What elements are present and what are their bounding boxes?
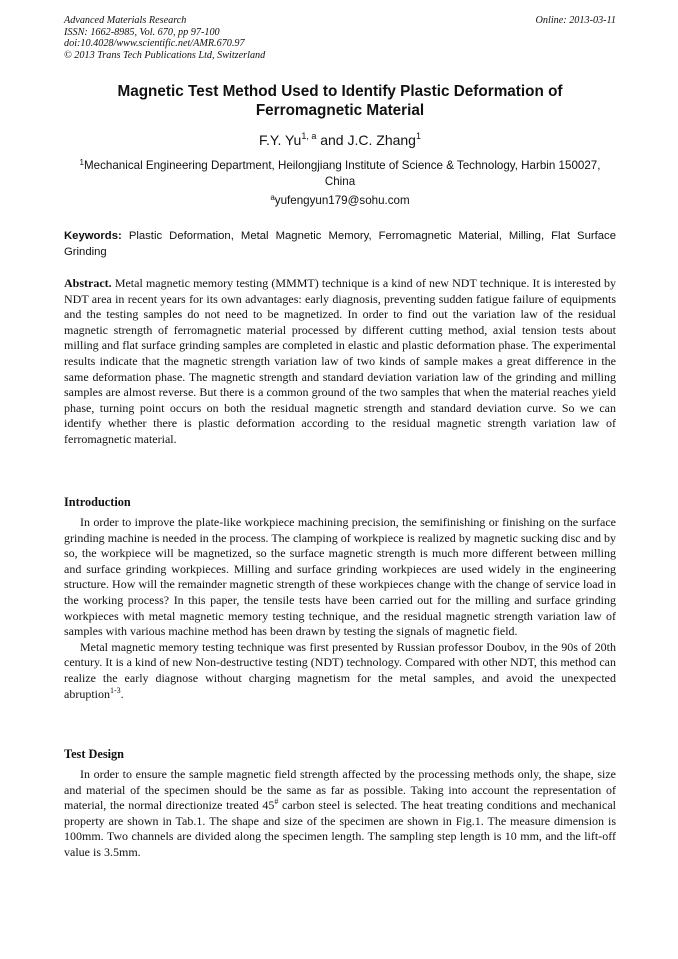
journal-doi: doi:10.4028/www.scientific.net/AMR.670.97	[64, 38, 245, 49]
paragraph	[64, 767, 616, 861]
citation-marker: 1-3	[110, 685, 121, 695]
affiliation	[64, 158, 616, 189]
author-line	[64, 131, 616, 149]
paper-title: Magnetic Test Method Used to Identify Plastic Deformation of Ferromagnetic Material	[117, 83, 563, 119]
journal-name: Advanced Materials Research	[64, 15, 187, 26]
affiliation-text: Mechanical Engineering Department, Heilongjiang Institute of Science & Technology, Harbin 150027, China	[84, 159, 601, 188]
author-affil-marker: 1	[415, 131, 421, 141]
abstract	[64, 276, 616, 448]
abstract-label: Abstract.	[64, 276, 112, 290]
section-heading: Test Design	[64, 747, 125, 761]
paragraph-text: carbon steel is selected. The heat treating conditions and mechanical property are shown in Tab.1. The shape and size of the specimen are shown in Fig.1. The measure dimension is 100mm. Two channels are divided along the specimen length. The sampling step length is 10 mm, and the lift-off value is 3.5mm.	[64, 798, 616, 859]
keywords	[64, 229, 616, 260]
introduction-section	[64, 495, 616, 702]
abstract-text: Metal magnetic memory testing (MMMT) technique is a kind of new NDT technique. It is interested by NDT area in recent years for its own advantages: early diagnosis, preventing sudden fatigue failure of equipments and the testing samples do not need to be magnetized. In order to find out the variation law of the residual magnetic strength of ferromagnetic material processed by different cutting method, axial tension tests about milling and flat surface grinding samples are completed in elastic and plastic deformation phase. The experimental results indicate that the magnetic strength variation law of two kinds of sample makes a great difference in the same deformation phase. The magnetic strength and standard deviation variation law of the grinding and milling samples are almost reverse. But there is a common ground of the two samples that when the material reaches yield phase, turning point occurs on both the residual magnetic strength and standard deviation curve. So we can identify whether there is plastic deformation according to the residual magnetic strength variation law of ferromagnetic material.	[64, 276, 616, 446]
paragraph-end: .	[120, 686, 124, 701]
keywords-text: Plastic Deformation, Metal Magnetic Memory, Ferromagnetic Material, Milling, Flat Surface Grinding	[64, 230, 616, 258]
author-joiner: and	[316, 132, 348, 148]
affiliation-marker: 1	[79, 158, 84, 167]
paragraph-text: In order to ensure the sample magnetic field strength affected by the processing methods only, the shape, size and material of the specimen should be the same as far as possible. Taking into account the representation of material, the normal directionize treated 45	[64, 767, 616, 813]
paragraph-text: Metal magnetic memory testing technique was first presented by Russian professor Doubov, in the 90s of 20th century. It is a kind of new Non-destructive testing (NDT) technology. Compared with other NDT, this method can realize the early diagnose without charging magnetism for the metal samples, and avoid the unexpected abruption	[64, 639, 616, 701]
keywords-label: Keywords:	[64, 230, 122, 242]
grade-marker: #	[274, 797, 279, 807]
email-marker: a	[270, 193, 275, 202]
paragraph: In order to improve the plate-like workpiece machining precision, the semifinishing or finishing on the surface grinding machine is needed in the process. The clamping of workpiece is realized by magnetic sucking disc and by so, the workpiece will be magnetized, so the surface magnetic strength is much more different between milling and surface grinding workpieces. Milling and surface grinding workpieces are used widely in the engineering structure. How will the remainder magnetic strength of these workpieces change with the change of service load in the working process? In this paper, the tensile tests have been carried out for the milling and surface grinding workpieces with metal magnetic memory testing technique, and the residual magnetic strength variation law of samples with various machine method has been drawn by testing the signals of magnetic field.	[64, 515, 616, 639]
online-date: Online: 2013-03-11	[535, 15, 616, 26]
journal-header	[64, 15, 616, 61]
paragraph	[64, 640, 616, 702]
journal-issn: ISSN: 1662-8985, Vol. 670, pp 97-100	[64, 26, 220, 38]
email-address: yufengyun179@sohu.com	[274, 194, 410, 207]
author-email	[64, 193, 616, 208]
author-name: J.C. Zhang	[347, 132, 416, 148]
test-design-section	[64, 747, 616, 861]
author-affil-marker: 1, a	[301, 131, 317, 141]
journal-copyright: © 2013 Trans Tech Publications Ltd, Switzerland	[64, 49, 266, 61]
section-heading: Introduction	[64, 495, 131, 509]
author-name: F.Y. Yu	[259, 132, 302, 148]
